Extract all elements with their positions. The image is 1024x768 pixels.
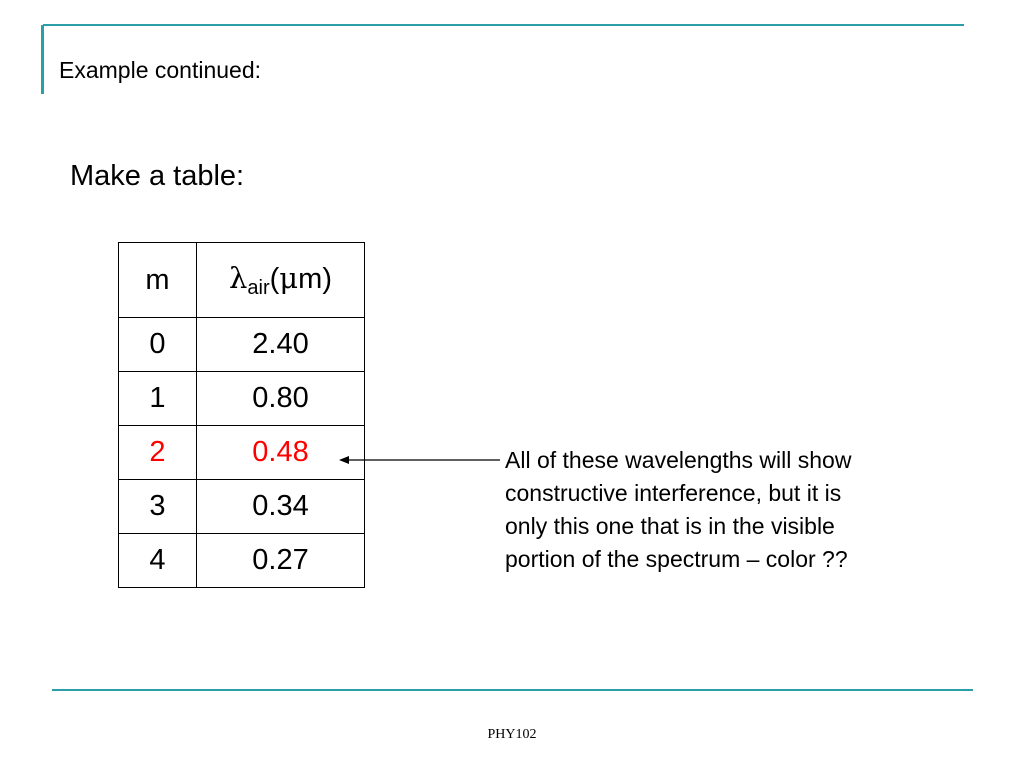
annotation-line: only this one that is in the visible xyxy=(505,513,835,539)
subheading: Make a table: xyxy=(70,160,245,192)
annotation-text xyxy=(505,444,945,576)
cell-m: 1 xyxy=(119,372,197,426)
left-arrow-icon xyxy=(336,450,506,470)
unit-open-paren: ( xyxy=(269,262,280,295)
lambda-symbol: λ xyxy=(229,260,248,295)
annotation-line: portion of the spectrum – color ?? xyxy=(505,546,848,572)
cell-wavelength: 0.48 xyxy=(197,426,365,480)
title-accent-top-line xyxy=(43,24,964,26)
unit-close: m) xyxy=(298,262,332,295)
header-wavelength xyxy=(197,243,365,318)
air-subscript: air xyxy=(247,276,270,299)
wavelength-table xyxy=(118,242,365,588)
mu-symbol: μ xyxy=(279,260,299,295)
table-row-highlighted xyxy=(119,426,365,480)
cell-m: 4 xyxy=(119,534,197,588)
annotation-line: All of these wavelengths will show xyxy=(505,447,852,473)
table-row xyxy=(119,534,365,588)
cell-wavelength: 0.80 xyxy=(197,372,365,426)
annotation-line: constructive interference, but it is xyxy=(505,480,842,506)
cell-m: 2 xyxy=(119,426,197,480)
header-m: m xyxy=(119,243,197,318)
cell-wavelength: 0.34 xyxy=(197,480,365,534)
title-accent-vertical-line xyxy=(41,25,44,94)
cell-m: 0 xyxy=(119,318,197,372)
table-row xyxy=(119,318,365,372)
cell-m: 3 xyxy=(119,480,197,534)
table-row xyxy=(119,480,365,534)
table-header-row xyxy=(119,243,365,318)
cell-wavelength: 0.27 xyxy=(197,534,365,588)
footer-divider xyxy=(52,689,973,691)
cell-wavelength: 2.40 xyxy=(197,318,365,372)
table-row xyxy=(119,372,365,426)
slide-title: Example continued: xyxy=(59,57,262,83)
footer-course-label: PHY102 xyxy=(487,727,537,742)
